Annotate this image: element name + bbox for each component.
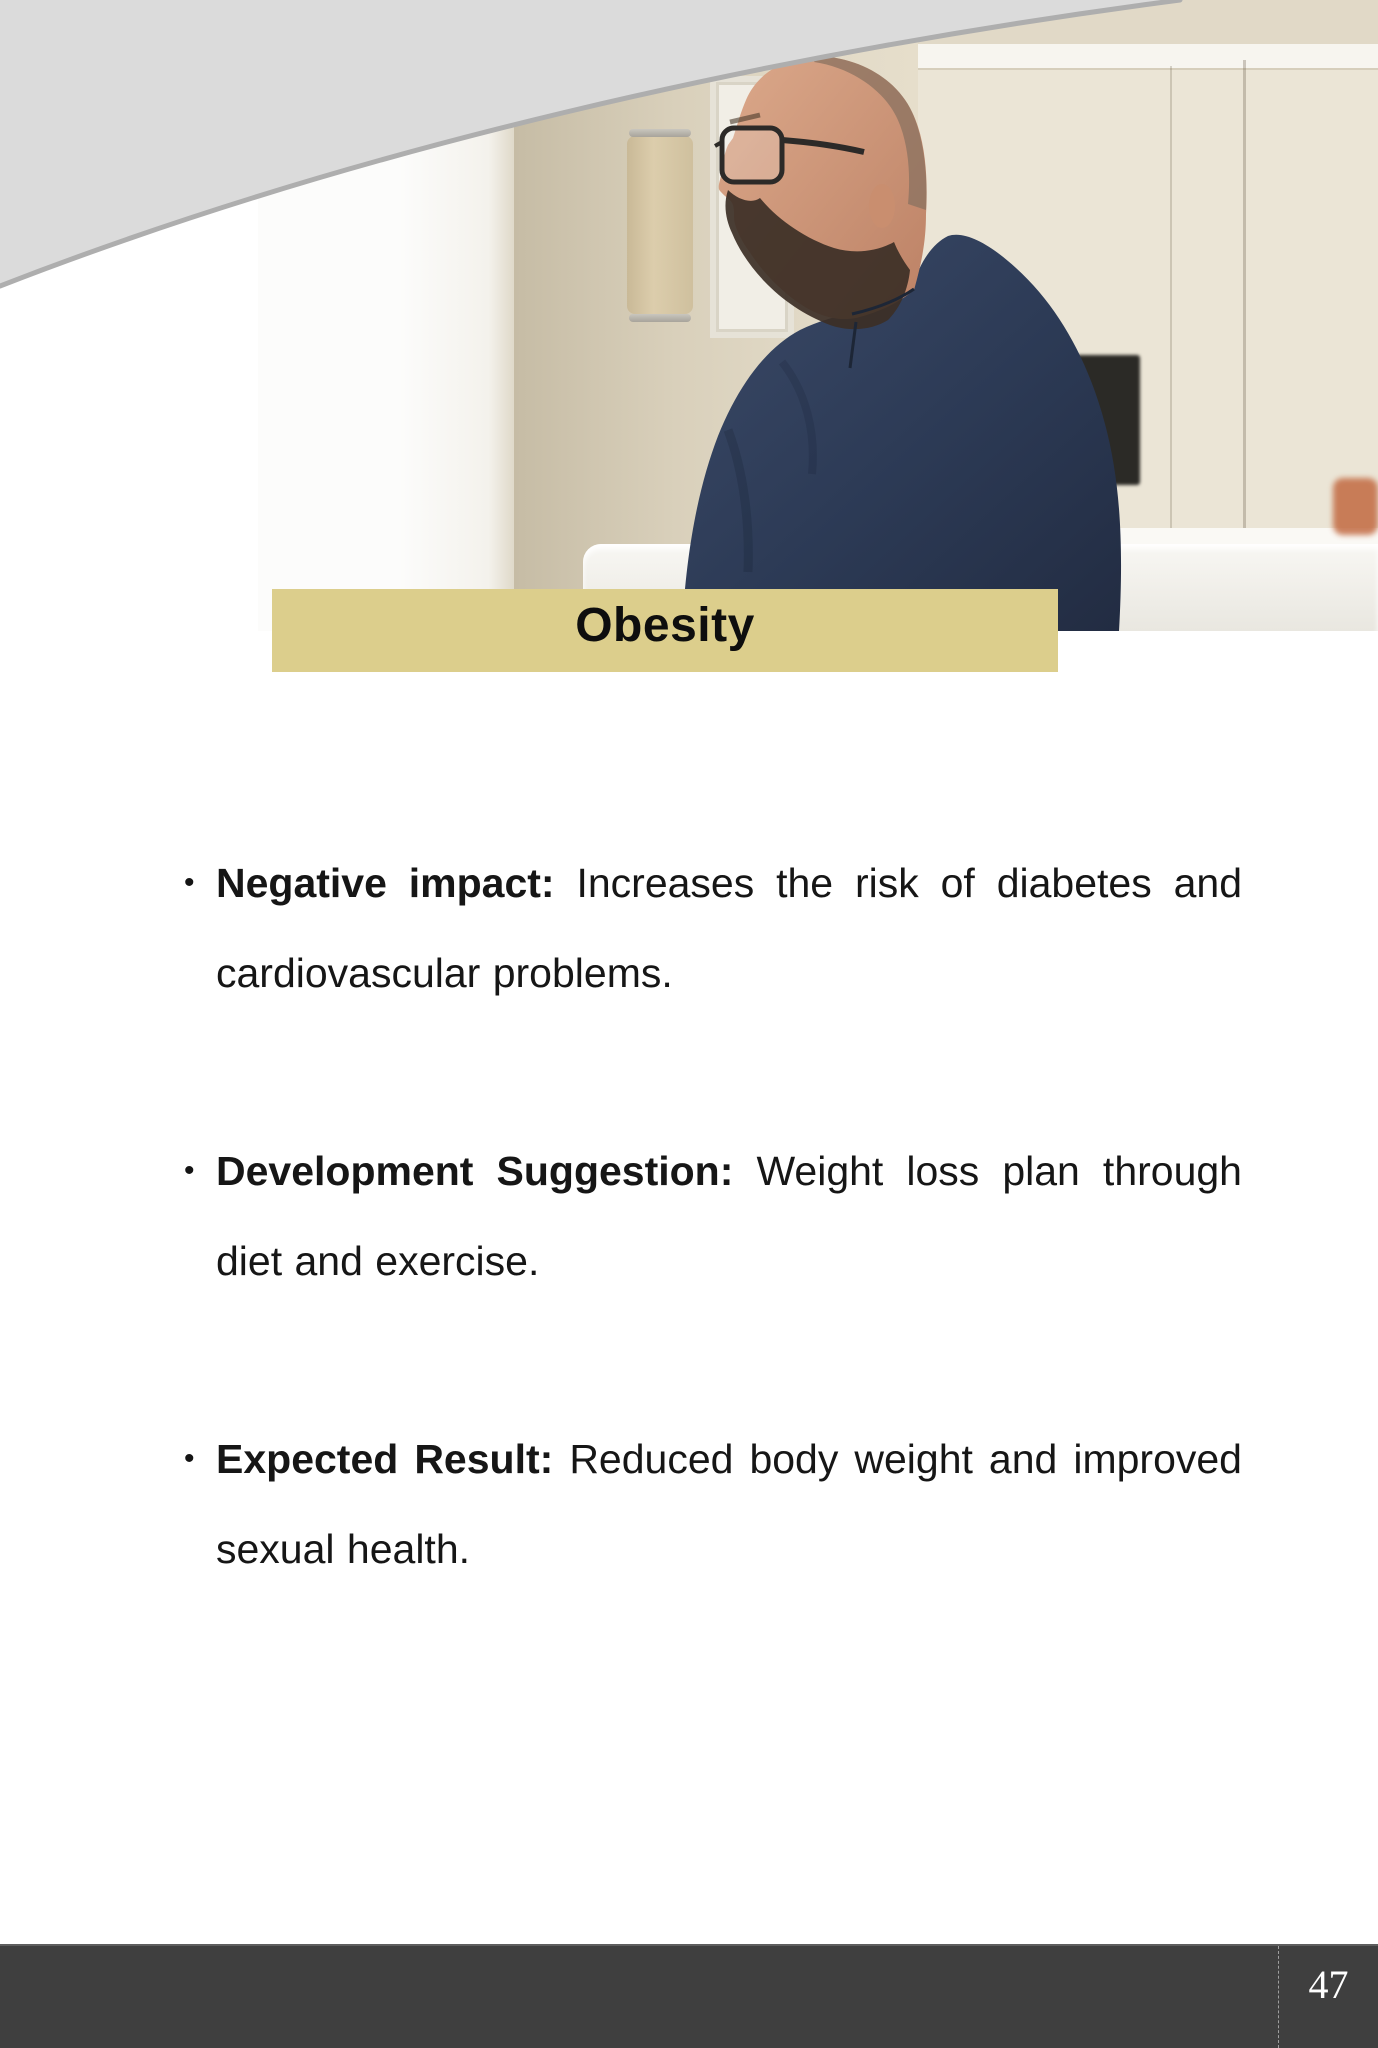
- bullet-marker: •: [184, 1442, 195, 1475]
- bullet-body: Increases the risk of diabetes and cardiovascular problems.: [216, 860, 1242, 996]
- bullet-body: Reduced body weight and improved sexual health.: [216, 1436, 1242, 1572]
- page-number: 47: [1308, 1961, 1349, 2007]
- list-item: [184, 1126, 1242, 1306]
- list-item: [184, 1414, 1242, 1594]
- corner-curve-decoration: [0, 0, 1378, 300]
- bullet-list: [184, 838, 1242, 1594]
- bullet-body: Weight loss plan through diet and exercise.: [216, 1148, 1242, 1284]
- bullet-text: [216, 1414, 1242, 1594]
- bullet-lead: Development Suggestion:: [216, 1148, 734, 1194]
- bullet-marker: •: [184, 866, 195, 899]
- page-title: Obesity: [575, 599, 755, 652]
- bullet-lead: Expected Result:: [216, 1436, 554, 1482]
- bullet-text: [216, 1126, 1242, 1306]
- list-item: [184, 838, 1242, 1018]
- title-banner: [272, 589, 1058, 672]
- footer-bar: [0, 1944, 1378, 2048]
- curve-fill: [0, 0, 1180, 286]
- bullet-text: [216, 838, 1242, 1018]
- bullet-marker: •: [184, 1154, 195, 1187]
- bullet-lead: Negative impact:: [216, 860, 555, 906]
